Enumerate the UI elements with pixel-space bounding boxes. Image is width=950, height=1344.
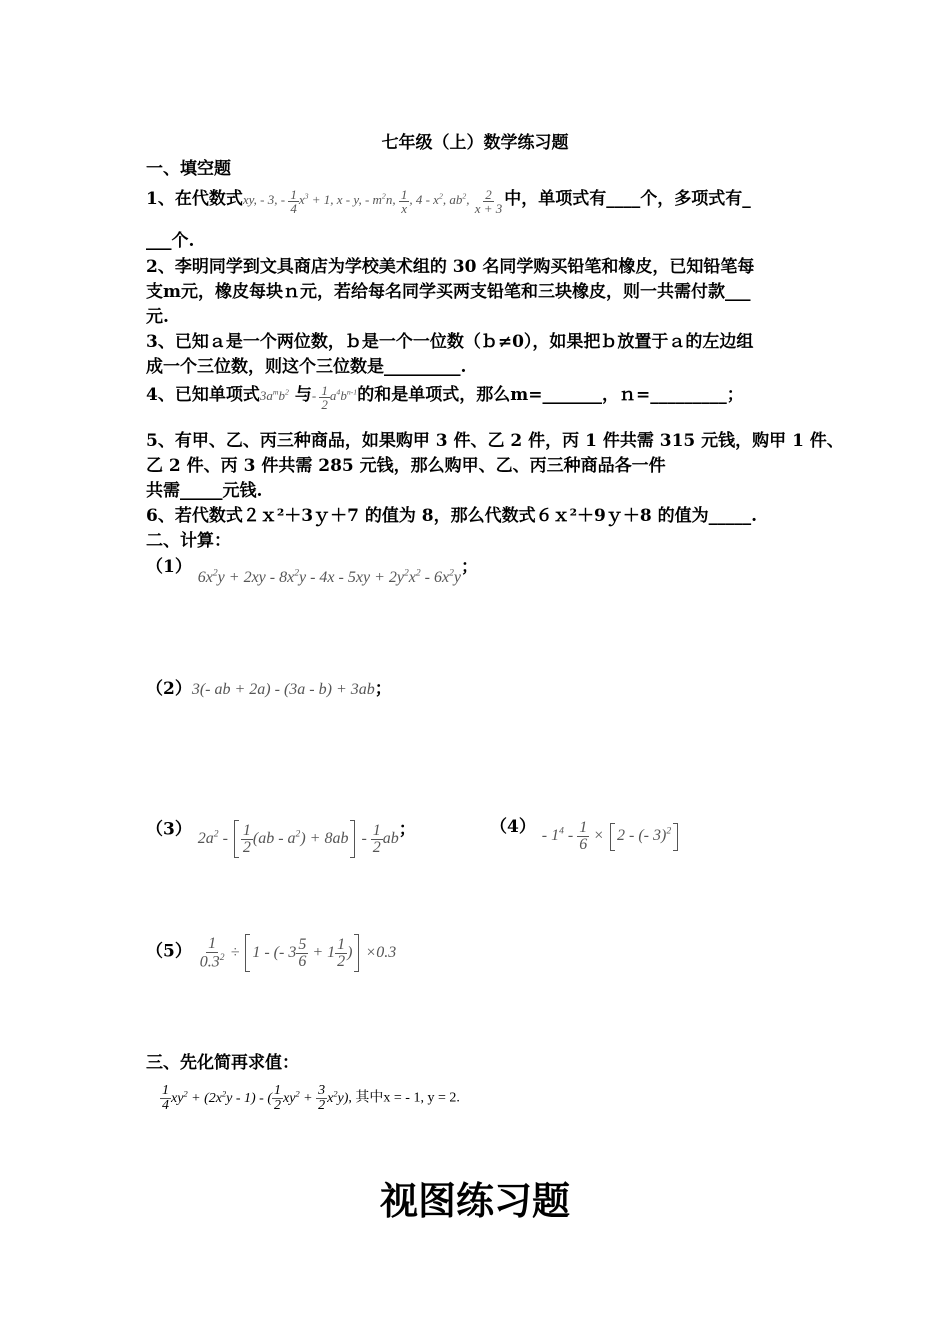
calc-3-label: （3） — [146, 819, 192, 840]
section-simplify: 三、先化简再求值： — [146, 1053, 299, 1073]
simplify-condition: , 其中x = - 1, y = 2. — [348, 1090, 460, 1106]
question-5-line1: 5、有甲、乙、丙三种商品，如果购甲 3 件、乙 2 件，丙 1 件共需 315 元钱，购甲 1 件、 — [146, 431, 844, 451]
question-5-line3: 共需_____元钱. — [146, 481, 263, 501]
simplify-expression: $\frac{1}{4}$ $xy^2 + (2x^2y - 1)$ - ( $\frac{1}{2}$ $xy^2$ + $\frac{3}{2}$ $x^2y$), 其中x = - 1, y = 2. — [162, 1083, 460, 1113]
calc-5-label: （5） — [146, 941, 192, 962]
calc-4-label: （4） — [490, 817, 536, 838]
calc-5 — [146, 934, 396, 972]
question-4 — [146, 380, 744, 411]
question-3-line2: 成一个三位数，则这个三位数是_________. — [146, 357, 467, 377]
q4-mid: 与 — [294, 385, 312, 405]
question-2-line3: 元. — [146, 307, 169, 327]
calc-3: （3） $2a^2$ - $\frac{1}{2}$ $(ab - a^2) + 8ab$ - $\frac{1}{2}$ ab； — [146, 812, 416, 850]
question-5-line2: 乙 2 件、丙 3 件共需 285 元钱，那么购甲、乙、丙三种商品各一件 — [146, 456, 666, 476]
section-calculation: 二、计算： — [146, 531, 231, 551]
calc-1-label: （1） — [146, 557, 192, 577]
question-1-cont: ___个. — [146, 231, 195, 251]
question-6: 6、若代数式２ｘ²＋3ｙ＋7 的值为 8，那么代数式６ｘ²＋9ｙ＋8 的值为_____. — [146, 506, 758, 526]
calc-1-expression: $6x^2y + 2xy - 8x^2y - 4x - 5xy + 2y^2x^2 - 6x^2y$ — [197, 567, 462, 586]
calc-3-expression: $2a^2$ - $\frac{1}{2}$ $(ab - a^2) + 8ab$ - $\frac{1}{2}$ ab — [198, 830, 399, 847]
q4-monomial-2: - $\frac{1}{2}$ $a^4b^{n-1}$ — [311, 382, 358, 412]
section-fill-blank: 一、填空题 — [146, 159, 231, 179]
calc-5-expression: $\frac{1}{0.3^2}$ ÷ 1 - (- 3 $\frac{5}{6}$ + 1 $\frac{1}{2}$ ) ×0.3 — [199, 934, 397, 971]
question-1 — [146, 184, 751, 215]
calc-4-expression: - $1^4$ - $\frac{1}{6}$ × 2 - (- 3)$^2$ — [542, 827, 680, 844]
question-2-line1: 2、李明同学到文具商店为学校美术组的 30 名同学购买铅笔和橡皮，已知铅笔每 — [146, 257, 755, 277]
q1-suffix: 中，单项式有____个，多项式有_ — [504, 189, 751, 209]
q1-prefix: 1、在代数式 — [146, 189, 243, 209]
question-3-line1: 3、已知ａ是一个两位数，ｂ是一个一位数（ｂ≠0），如果把ｂ放置于ａ的左边组 — [146, 332, 754, 352]
q1-expression: xy, - 3, - $\frac{1}{4}$ $x^3 + 1$, x - y, - $m^2n$, $\frac{1}{x}$ , $4 - x^2$, $ab^2$, $\frac{2}{x + 3}$ — [242, 186, 503, 216]
q4-monomial-1: $3a^mb^2$ — [259, 387, 289, 403]
q4-prefix: 4、已知单项式 — [146, 385, 260, 405]
calc-4 — [490, 812, 680, 853]
footer-title: 视图练习题 — [379, 1178, 570, 1223]
q4-suffix: 的和是单项式，那么m=_______，ｎ=_________； — [357, 385, 744, 405]
calc-2: （2）3(- ab + 2a) - (3a - b) + 3ab； — [146, 679, 392, 699]
calc-2-label: （2） — [146, 679, 192, 699]
calc-1: （1） $6x^2y + 2xy - 8x^2y - 4x - 5xy + 2y^2x^2 - 6x^2y$； — [146, 557, 479, 586]
page-title: 七年级（上）数学练习题 — [381, 133, 569, 153]
question-2-line2: 支m元，橡皮每块ｎ元，若给每名同学买两支铅笔和三块橡皮，则一共需付款___ — [146, 282, 751, 302]
calc-2-expression: 3(- ab + 2a) - (3a - b) + 3ab — [191, 681, 375, 698]
